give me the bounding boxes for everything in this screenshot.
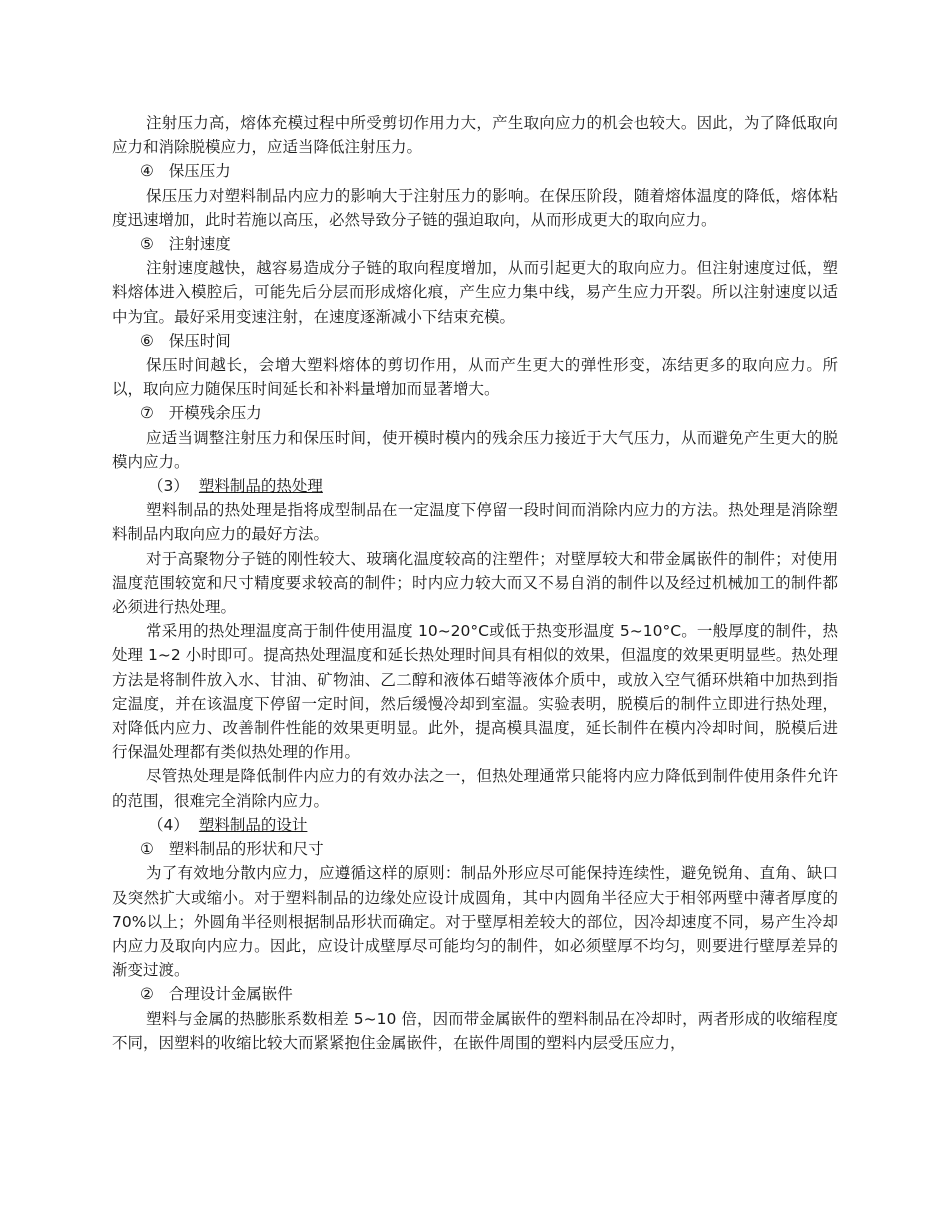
item-marker: ①	[140, 840, 154, 859]
item-title: 塑料制品的形状和尺寸	[168, 840, 324, 859]
numbered-item	[112, 329, 838, 353]
body-paragraph: 为了有效地分散内应力，应遵循这样的原则：制品外形应尽可能保持连续性，避免锐角、直角、缺口及突然扩大或缩小。对于塑料制品的边缘处应设计成圆角，其中内圆角半径应大于相邻两壁中薄者厚度的 70%以上；外圆角半径则根据制品形状而确定。对于壁厚相差较大的部位，因冷却速度不同，易产生冷却内应力及取向内应力。因此，应设计成壁厚尽可能均匀的制件，如必须壁厚不均匀，则要进行壁厚差异的渐变过渡。	[112, 864, 838, 980]
item-title: 保压压力	[168, 162, 231, 181]
item-marker: ⑥	[140, 331, 154, 350]
body-paragraph: 塑料与金属的热膨胀系数相差 5~10 倍，因而带金属嵌件的塑料制品在冷却时，两者形成的收缩程度不同，因塑料的收缩比较大而紧紧抱住金属嵌件，在嵌件周围的塑料内层受压应力，	[112, 1009, 838, 1052]
body-paragraph: 对于高聚物分子链的刚性较大、玻璃化温度较高的注塑件；对壁厚较大和带金属嵌件的制件；对使用温度范围较宽和尺寸精度要求较高的制件；时内应力较大而又不易自消的制件以及经过机械加工的制件都必须进行热处理。	[112, 549, 838, 617]
section-title: 塑料制品的热处理	[198, 477, 323, 496]
body-paragraph: 保压时间越长，会增大塑料熔体的剪切作用，从而产生更大的弹性形变，冻结更多的取向应力。所以，取向应力随保压时间延长和补料量增加而显著增大。	[112, 356, 838, 399]
numbered-item	[112, 232, 838, 256]
body-paragraph: 尽管热处理是降低制件内应力的有效办法之一，但热处理通常只能将内应力降低到制件使用条件允许的范围，很难完全消除内应力。	[112, 767, 838, 810]
section-title: 塑料制品的设计	[198, 815, 308, 834]
body-paragraph: 注射压力高，熔体充模过程中所受剪切作用力大，产生取向应力的机会也较大。因此，为了降低取向应力和消除脱模应力，应适当降低注射压力。	[112, 114, 838, 157]
item-marker: ⑤	[140, 235, 154, 254]
section-number: （3）	[148, 477, 189, 496]
item-title: 保压时间	[168, 331, 231, 350]
numbered-item	[112, 159, 838, 183]
item-marker: ②	[140, 985, 154, 1004]
item-title: 注射速度	[168, 235, 231, 254]
body-paragraph: 常采用的热处理温度高于制件使用温度 10~20°C或低于热变形温度 5~10°C。一般厚度的制件，热处理 1~2 小时即可。提高热处理温度和延长热处理时间具有相似的效果，但温度的效果更明显些。热处理方法是将制件放入水、甘油、矿物油、乙二醇和液体石蜡等液体介质中，或放入空气循环烘箱中加热到指定温度，并在该温度下停留一定时间，然后缓慢冷却到室温。实验表明，脱模后的制件立即进行热处理，对降低内应力、改善制件性能的效果更明显。此外，提高模具温度，延长制件在模内冷却时间，脱模后进行保温处理都有类似热处理的作用。	[112, 622, 838, 762]
item-marker: ④	[140, 162, 154, 181]
section-heading	[112, 813, 838, 837]
section-heading	[112, 474, 838, 498]
numbered-item	[112, 401, 838, 425]
numbered-item	[112, 982, 838, 1006]
numbered-item	[112, 837, 838, 861]
body-paragraph: 塑料制品的热处理是指将成型制品在一定温度下停留一段时间而消除内应力的方法。热处理是消除塑料制品内取向应力的最好方法。	[112, 501, 838, 544]
body-paragraph: 注射速度越快，越容易造成分子链的取向程度增加，从而引起更大的取向应力。但注射速度过低，塑料熔体进入模腔后，可能先后分层而形成熔化痕，产生应力集中线，易产生应力开裂。所以注射速度以适中为宜。最好采用变速注射，在速度逐渐减小下结束充模。	[112, 259, 838, 326]
body-paragraph: 保压压力对塑料制品内应力的影响大于注射压力的影响。在保压阶段，随着熔体温度的降低，熔体粘度迅速增加，此时若施以高压，必然导致分子链的强迫取向，从而形成更大的取向应力。	[112, 186, 838, 229]
section-number: （4）	[148, 815, 189, 834]
item-title: 合理设计金属嵌件	[168, 985, 293, 1004]
item-marker: ⑦	[140, 404, 154, 423]
item-title: 开模残余压力	[168, 404, 262, 423]
body-paragraph: 应适当调整注射压力和保压时间，使开模时模内的残余压力接近于大气压力，从而避免产生更大的脱模内应力。	[112, 428, 838, 471]
document-page	[112, 111, 838, 1055]
